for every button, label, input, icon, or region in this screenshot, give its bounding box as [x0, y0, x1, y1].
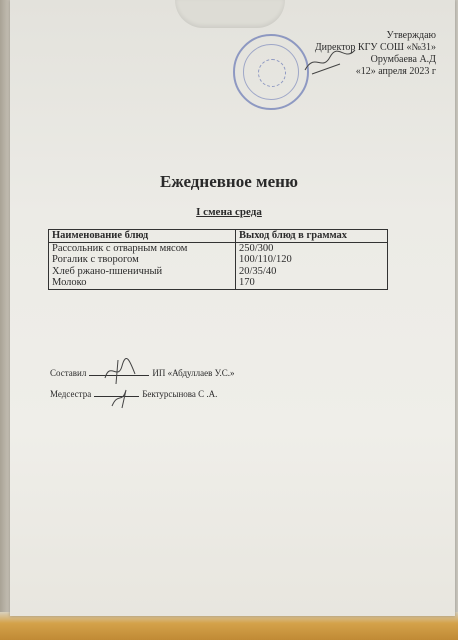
approval-line: Орумбаева А.Д — [370, 54, 436, 65]
dish-name: Хлеб ржано-пшеничный — [49, 266, 236, 278]
nurse-signature — [108, 382, 138, 410]
seal-emblem — [258, 59, 286, 87]
folder-tab — [175, 0, 285, 28]
compiled-label: Составил — [50, 368, 87, 378]
page-subtitle: I смена среда — [196, 206, 262, 218]
table-row — [49, 242, 388, 254]
column-header: Выход блюд в граммах — [236, 230, 388, 243]
table-row — [49, 277, 388, 289]
menu-table — [48, 229, 388, 290]
approval-line: «12» апреля 2023 г — [355, 66, 436, 77]
approval-block — [315, 30, 436, 78]
table-header-row — [49, 230, 388, 243]
round-seal-stamp — [233, 34, 309, 110]
dish-weight: 170 — [236, 277, 388, 289]
dish-name: Молоко — [49, 277, 236, 289]
dish-weight: 20/35/40 — [236, 266, 388, 278]
dish-name: Рогалик с творогом — [49, 254, 236, 266]
table-surface — [0, 612, 458, 640]
column-header: Наименование блюд — [49, 230, 236, 243]
table-row — [49, 266, 388, 278]
page-title: Ежедневное меню — [160, 172, 298, 191]
approval-line: Директор КГУ СОШ «№31» — [314, 42, 436, 53]
dish-weight: 100/110/120 — [236, 254, 388, 266]
compiled-name: ИП «Абдуллаев У.С.» — [152, 368, 235, 378]
nurse-name: Бектурсынова С .А. — [142, 389, 218, 399]
dish-name: Рассольник с отварным мясом — [49, 242, 236, 254]
nurse-label: Медсестра — [50, 389, 92, 399]
compiled-by-row — [50, 368, 235, 378]
table-row — [49, 254, 388, 266]
dish-weight: 250/300 — [236, 242, 388, 254]
approval-line: Утверждаю — [386, 30, 436, 41]
document-page — [10, 0, 455, 616]
